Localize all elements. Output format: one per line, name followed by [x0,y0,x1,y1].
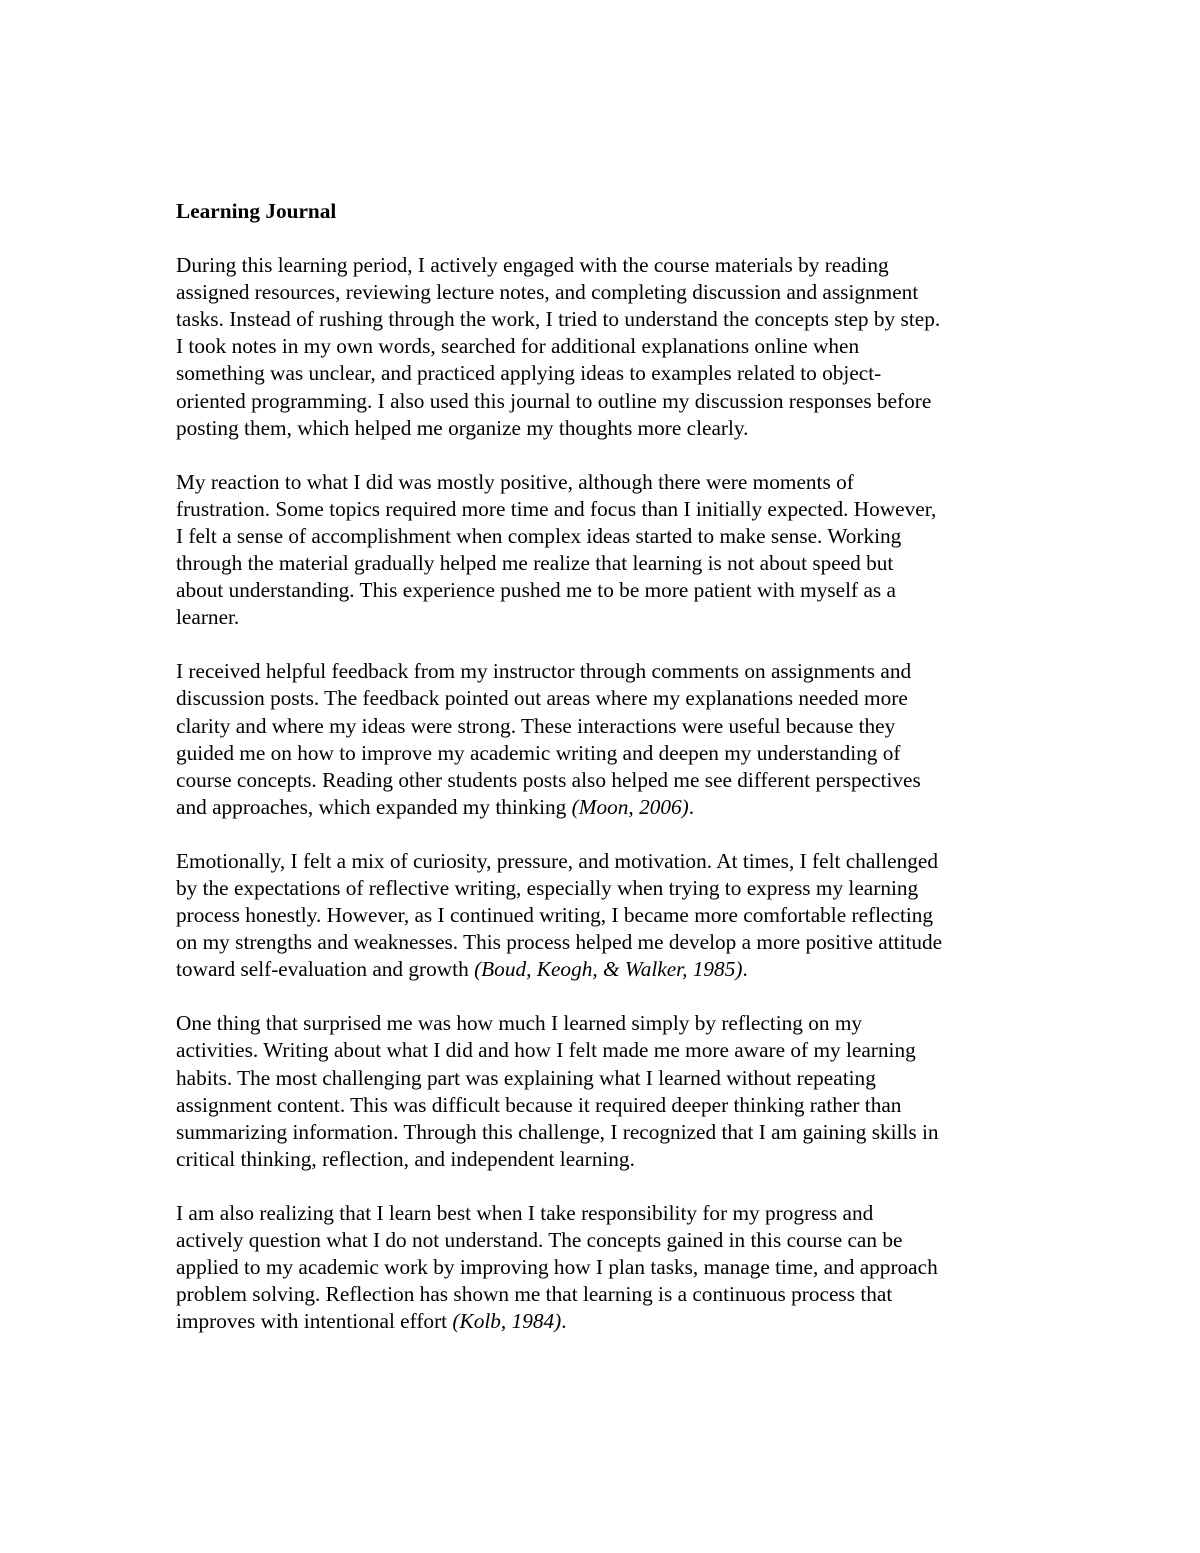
line-end-punctuation: . [688,794,695,819]
paragraph-line: clarity and where my ideas were strong. These interactions were useful because they [176,713,896,738]
paragraph-line: discussion posts. The feedback pointed out areas where my explanations needed more [176,686,908,711]
paragraph [176,658,1056,821]
paragraph-line: tasks. Instead of rushing through the work, I tried to understand the concepts step by step. [176,307,941,332]
line-text: toward self-evaluation and growth [176,957,475,982]
line-end-punctuation: . [561,1309,567,1334]
paragraph-line: by the expectations of reflective writing, especially when trying to express my learning [176,875,919,900]
paragraph-line: activities. Writing about what I did and how I felt made me more aware of my learning [176,1038,916,1063]
paragraph [176,469,1056,632]
paragraph-line: through the material gradually helped me realize that learning is not about speed but [176,551,894,576]
paragraph-line: summarizing information. Through this challenge, I recognized that I am gaining skills in [176,1119,939,1144]
paragraph [176,252,1056,442]
paragraph-line: assigned resources, reviewing lecture notes, and completing discussion and assignment [176,280,919,305]
paragraph-line: something was unclear, and practiced applying ideas to examples related to object- [176,361,882,386]
paragraph-line: actively question what I do not understand. The concepts gained in this course can be [176,1228,903,1252]
paragraph-line: I am also realizing that I learn best when I take responsibility for my progress and [176,1200,874,1225]
paragraph-line: During this learning period, I actively engaged with the course materials by reading [176,253,889,278]
line-text: improves with intentional effort [176,1309,453,1334]
citation: (Kolb, 1984) [452,1309,562,1334]
paragraph [176,848,1056,983]
paragraph-line: oriented programming. I also used this journal to outline my discussion responses before [176,388,932,413]
paragraph-line: habits. The most challenging part was explaining what I learned without repeating [176,1065,876,1090]
paragraph-line: Emotionally, I felt a mix of curiosity, pressure, and motivation. At times, I felt challenged [176,848,938,873]
line-end-punctuation: . [742,957,748,982]
paragraph-line: learner. [176,605,240,630]
paragraph-line: critical thinking, reflection, and independent learning. [176,1146,635,1171]
citation: (Boud, Keogh, & Walker, 1985) [474,957,743,982]
document-page [176,198,1056,1362]
paragraph-line-with-citation [176,956,1056,983]
paragraph-line-with-citation [176,1308,1056,1335]
paragraph-line: assignment content. This was difficult because it required deeper thinking rather than [176,1092,902,1117]
paragraph-line: frustration. Some topics required more time and focus than I initially expected. However, [176,496,937,521]
paragraph-line: I received helpful feedback from my instructor through comments on assignments and [176,659,912,684]
paragraph-line: One thing that surprised me was how much I learned simply by reflecting on my [176,1011,863,1036]
document-title: Learning Journal [176,199,337,223]
citation: (Moon, 2006) [571,794,689,819]
paragraph-line: on my strengths and weaknesses. This process helped me develop a more positive attitude [176,930,943,955]
paragraph-line: about understanding. This experience pushed me to be more patient with myself as a [176,578,896,603]
paragraph-line: problem solving. Reflection has shown me that learning is a continuous process that [176,1282,893,1307]
paragraph [176,1200,1056,1335]
paragraph-line: process honestly. However, as I continued writing, I became more comfortable reflecting [176,903,934,928]
paragraph-line: My reaction to what I did was mostly positive, although there were moments of [176,469,854,494]
paragraph-line: guided me on how to improve my academic writing and deepen my understanding of [176,740,901,765]
line-text: and approaches, which expanded my thinking [176,794,572,819]
paragraph-line: posting them, which helped me organize my thoughts more clearly. [176,415,749,440]
paragraph-line: course concepts. Reading other students posts also helped me see different perspectives [176,767,921,792]
paragraph-line: applied to my academic work by improving how I plan tasks, manage time, and approach [176,1255,938,1280]
paragraph-line: I felt a sense of accomplishment when complex ideas started to make sense. Working [176,523,902,548]
paragraph-line-with-citation [176,794,1056,821]
paragraph-line: I took notes in my own words, searched for additional explanations online when [176,334,860,359]
document-body [176,252,1056,1335]
paragraph [176,1010,1056,1173]
